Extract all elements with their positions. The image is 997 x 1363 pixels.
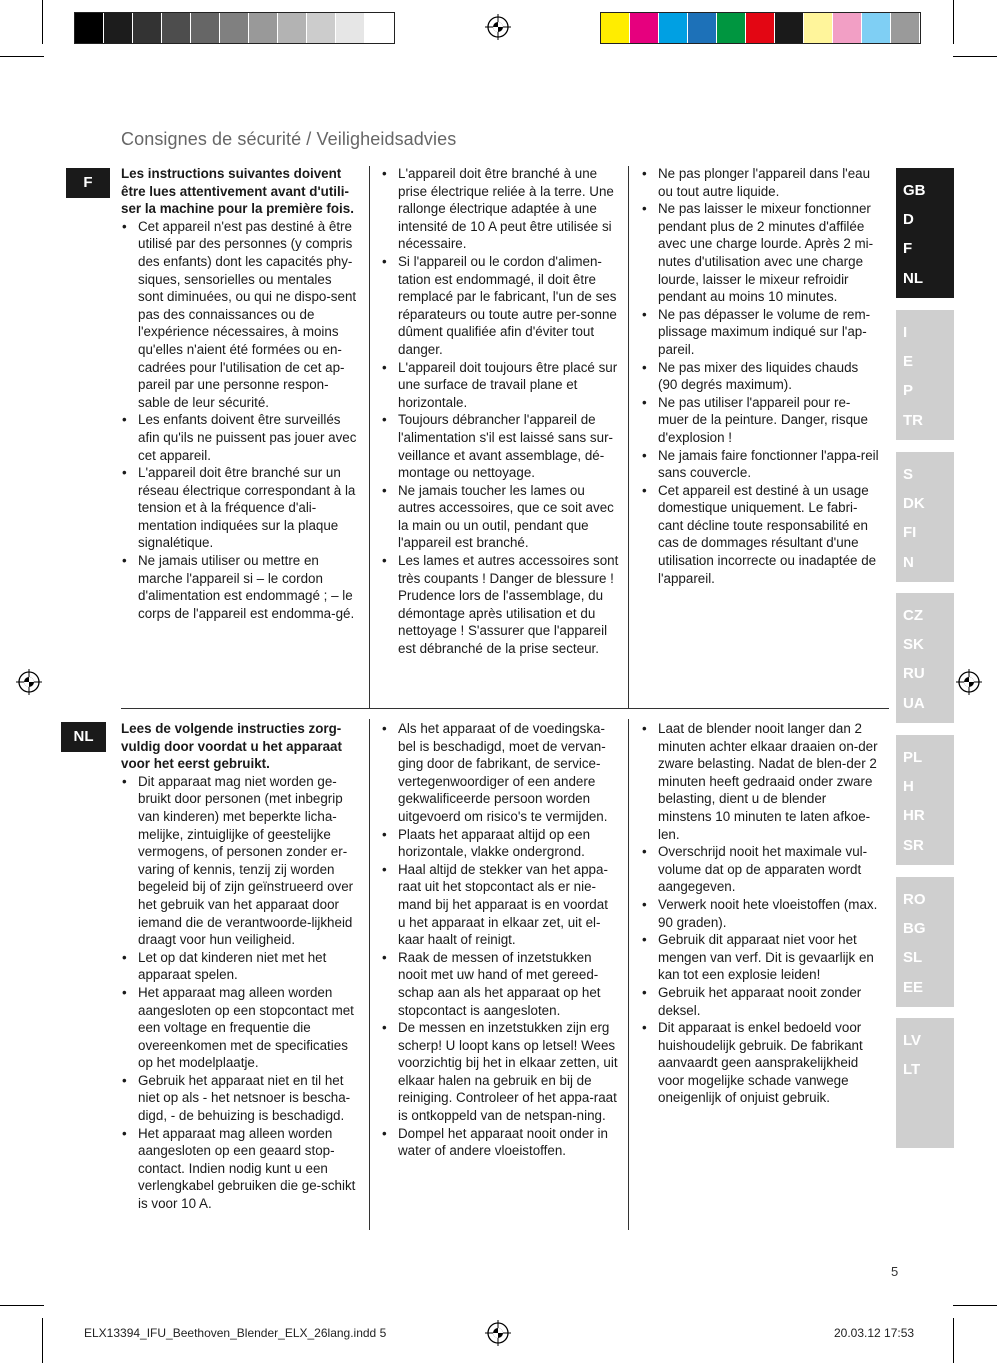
footer-date: 20.03.12 17:53 — [834, 1326, 915, 1340]
list-item: • Si l'appareil ou le cordon d'alimen-tation est endommagé, il doit être remplacé par le fabricant, l'un de ses réparateurs ou toute autre per-sonne dûment qualifiée afin d'éviter tout danger. — [381, 253, 619, 359]
color-swatch — [75, 13, 104, 43]
crop-mark — [42, 1318, 43, 1363]
side-tab-label: E — [903, 353, 914, 371]
side-tab-label: TR — [903, 411, 923, 429]
list-item: • Gebruik dit apparaat niet voor het mengen van verf. Dit is gevaarlijk en kan tot een explosie leiden! — [641, 931, 879, 984]
color-swatch — [717, 13, 746, 43]
color-swatch — [220, 13, 249, 43]
list-item: • Gebruik het apparaat niet en til het niet op als - het netsnoer is bescha-digd, - de behuizing is beschadigd. — [121, 1072, 357, 1125]
side-tab-label: UA — [903, 694, 925, 712]
color-swatch — [191, 13, 220, 43]
crop-mark — [42, 0, 43, 44]
side-tab-label: SL — [903, 949, 923, 967]
section-divider — [121, 708, 889, 709]
column-divider — [369, 719, 370, 1230]
side-tab-label: BG — [903, 920, 926, 938]
registration-mark-icon — [956, 669, 982, 695]
side-tab-label: FI — [903, 524, 917, 542]
list-item: • L'appareil doit être branché sur un réseau électrique correspondant à la tension et à la fréquence d'ali-mentation indiquées sur la plaque signalétique. — [121, 464, 357, 552]
list-item: • Gebruik het apparaat nooit zonder deksel. — [641, 984, 879, 1019]
color-swatch — [601, 13, 630, 43]
color-swatch — [249, 13, 278, 43]
side-tab-label: CZ — [903, 607, 923, 624]
language-badge-nl: NL — [61, 722, 106, 752]
side-tab-label: LT — [903, 1061, 921, 1079]
color-swatch — [688, 13, 717, 43]
side-tab-label: NL — [903, 269, 923, 287]
list-item: • Cet appareil n'est pas destiné à être utilisé par des personnes (y compris des enfants) dont les capacités phy-siques, sensorielles ou mentales sont diminuées, ou qui ne dispo-sent pas des connaissances ou de l'expérience nécessaires, à moins qu'elles n'aient été formées ou en-cadrées pour l'utilisation de cet ap-pareil par une personne respon-sable de leur sécurité. — [121, 218, 357, 412]
list-item: • Laat de blender nooit langer dan 2 minuten achter elkaar draaien on-der zware belasting. Nadat de blen-der 2 minuten heeft gedraaid onder zware belasting, dient u de blender minstens 10 minuten te laten afkoe-len. — [641, 720, 879, 843]
side-tab-label: S — [903, 466, 914, 483]
grayscale-color-bar — [74, 12, 395, 44]
process-color-bar — [600, 12, 921, 44]
list-item: • Het apparaat mag alleen worden aangesloten op een stopcontact met een voltage en frequentie die overeenkomen met de specificaties op het modelplaatje. — [121, 984, 357, 1072]
fr-list-2 — [381, 165, 619, 658]
fr-column-1 — [121, 165, 357, 622]
list-item: • Overschrijd nooit het maximale vul-volume dat op de apparaten wordt aangegeven. — [641, 843, 879, 896]
side-tab-label: SR — [903, 836, 924, 854]
nl-list-2 — [381, 720, 619, 1160]
side-tab-label: DK — [903, 495, 925, 513]
footer-file-name: ELX13394_IFU_Beethoven_Blender_ELX_26lang.indd 5 — [84, 1326, 387, 1340]
color-swatch — [862, 13, 891, 43]
list-item: • Dompel het apparaat nooit onder in water of andere vloeistoffen. — [381, 1125, 619, 1160]
side-tab-label: PL — [903, 749, 923, 766]
crop-mark — [0, 56, 44, 57]
list-item: • Ne pas plonger l'appareil dans l'eau ou tout autre liquide. — [641, 165, 879, 200]
list-item: • Verwerk nooit hete vloeistoffen (max. 90 graden). — [641, 896, 879, 931]
nl-column-3 — [641, 720, 879, 1107]
color-swatch — [659, 13, 688, 43]
side-tab-label: EE — [903, 978, 924, 996]
list-item: • Ne jamais toucher les lames ou autres accessoires, que ce soit avec la main ou un outil, pendant que l'appareil est branché. — [381, 482, 619, 552]
list-item: • Ne pas dépasser le volume de rem-plissage maximum indiqué sur l'ap-pareil. — [641, 306, 879, 359]
side-tab-label: RU — [903, 665, 925, 683]
list-item: • Cet appareil est destiné à un usage domestique uniquement. Le fabri-cant décline toute responsabilité en cas de dommages résultant d'une utilisation incorrecte ou inadaptée de l'appareil. — [641, 482, 879, 588]
side-tab-label: I — [903, 324, 908, 341]
nl-column-2 — [381, 720, 619, 1160]
color-swatch — [775, 13, 804, 43]
list-item: • Dit apparaat mag niet worden ge-bruikt door personen (met inbegrip van kinderen) met beperkte licha-melijke, zintuiglijke of geestelijke vermogens, of personen zonder er-varing of kennis, tenzij zij worden begeleid bij of zijn geïnstrueerd over het gebruik van het apparaat door iemand die de verantwoorde-lijkheid draagt voor hun veiligheid. — [121, 773, 357, 949]
side-tab-label: RO — [903, 891, 926, 908]
list-item: • De messen en inzetstukken zijn erg scherp! U loopt kans op letsel! Wees voorzichtig bij het in elkaar zetten, uit elkaar halen na gebruik en bij de reiniging. Controleer of het appa-raat is ontkoppeld van de netspan-ning. — [381, 1019, 619, 1125]
crop-mark — [0, 1305, 44, 1306]
column-divider — [369, 166, 370, 708]
list-item: • Les lames et autres accessoires sont très coupants ! Danger de blessure ! Prudence lors de l'assemblage, du démontage après utilisation et du nettoyage ! S'assurer que l'appareil est débranché de la prise secteur. — [381, 552, 619, 658]
registration-mark-icon — [485, 1320, 511, 1346]
fr-intro: Les instructions suivantes doivent être lues attentivement avant d'utili-ser la machine pour la première fois. — [121, 166, 354, 217]
side-tab-label: D — [903, 211, 914, 229]
list-item: • Het apparaat mag alleen worden aangesloten op een geaard stop-contact. Indien nodig kunt u een verlengkabel gebruiken die ge-schikt is voor 10 A. — [121, 1125, 357, 1213]
list-item: • Ne pas mixer des liquides chauds (90 degrés maximum). — [641, 359, 879, 394]
fr-column-2 — [381, 165, 619, 658]
side-tab-label: SK — [903, 636, 924, 654]
nl-intro: Lees de volgende instructies zorg-vuldig door voordat u het apparaat voor het eerst gebruikt. — [121, 721, 342, 772]
nl-list-3 — [641, 720, 879, 1107]
list-item: • Let op dat kinderen niet met het apparaat spelen. — [121, 949, 357, 984]
color-swatch — [365, 13, 394, 43]
registration-mark-icon — [485, 14, 511, 40]
side-tab-group[interactable] — [896, 593, 954, 723]
list-item: • Ne jamais utiliser ou mettre en marche l'appareil si – le cordon d'alimentation est endommagé ; – le corps de l'appareil est endomma-gé. — [121, 552, 357, 622]
color-swatch — [630, 13, 659, 43]
side-tab-group[interactable] — [896, 735, 954, 865]
column-divider — [628, 166, 629, 708]
list-item: • Als het apparaat of de voedingska-bel is beschadigd, moet de vervan-ging door de fabrikant, de service-vertegenwoordiger of een andere gekwalificeerde persoon worden uitgevoerd om risico's te vermijden. — [381, 720, 619, 826]
crop-mark — [953, 56, 997, 57]
color-swatch — [336, 13, 365, 43]
language-badge-fr: F — [66, 168, 110, 198]
nl-column-1 — [121, 720, 357, 1213]
crop-mark — [953, 1318, 954, 1363]
color-swatch — [746, 13, 775, 43]
list-item: • Haal altijd de stekker van het appa-raat uit het stopcontact als er nie-mand bij het apparaat is en voordat u het apparaat in elkaar zet, uit el-kaar haalt of reinigt. — [381, 861, 619, 949]
list-item: • Les enfants doivent être surveillés afin qu'ils ne puissent pas jouer avec cet appareil. — [121, 411, 357, 464]
column-divider — [628, 719, 629, 1230]
list-item: • Plaats het apparaat altijd op een horizontale, vlakke ondergrond. — [381, 826, 619, 861]
page-number: 5 — [891, 1264, 899, 1279]
list-item: • Toujours débrancher l'appareil de l'alimentation s'il est laissé sans sur-veillance et avant assemblage, dé-montage ou nettoyage. — [381, 411, 619, 481]
list-item: • Ne pas laisser le mixeur fonctionner pendant plus de 2 minutes d'affilée avec une charge lourde. Après 2 mi-nutes d'utilisation avec une charge lourde, laisser le mixeur refroidir pendant au moins 10 minutes. — [641, 200, 879, 306]
side-tab-group[interactable] — [896, 877, 954, 1007]
side-tab-label: HR — [903, 807, 925, 825]
color-swatch — [307, 13, 336, 43]
color-swatch — [162, 13, 191, 43]
side-tab-label: F — [903, 240, 913, 258]
color-swatch — [891, 13, 920, 43]
side-tab-group[interactable] — [896, 1018, 954, 1148]
color-swatch — [104, 13, 133, 43]
list-item: • Raak de messen of inzetstukken nooit met uw hand of met gereed-schap aan als het apparaat op het stopcontact is aangesloten. — [381, 949, 619, 1019]
color-swatch — [804, 13, 833, 43]
color-swatch — [133, 13, 162, 43]
page-title: Consignes de sécurité / Veiligheidsadvies — [121, 129, 457, 149]
list-item: • L'appareil doit toujours être placé sur une surface de travail plane et horizontale. — [381, 359, 619, 412]
list-item: • Dit apparaat is enkel bedoeld voor huishoudelijk gebruik. De fabrikant aanvaardt geen aansprakelijkheid voor mogelijke schade vanwege oneigenlijk of onjuist gebruik. — [641, 1019, 879, 1107]
side-tab-label: P — [903, 382, 914, 400]
side-tab-label: H — [903, 778, 914, 796]
side-tab-label: LV — [903, 1032, 922, 1049]
side-tab-group[interactable] — [896, 310, 954, 440]
crop-mark — [953, 1305, 997, 1306]
color-swatch — [833, 13, 862, 43]
side-tab-group[interactable] — [896, 452, 954, 582]
color-swatch — [278, 13, 307, 43]
list-item: • Ne pas utiliser l'appareil pour re-muer de la peinture. Danger, risque d'explosion ! — [641, 394, 879, 447]
nl-list-1 — [121, 773, 357, 1213]
fr-list-1 — [121, 218, 357, 623]
fr-column-3 — [641, 165, 879, 587]
registration-mark-icon — [16, 669, 42, 695]
list-item: • Ne jamais faire fonctionner l'appa-reil sans couvercle. — [641, 447, 879, 482]
list-item: • L'appareil doit être branché à une prise électrique reliée à la terre. Une rallonge électrique adaptée à une intensité de 10 A peut être utilisée si nécessaire. — [381, 165, 619, 253]
crop-mark — [953, 0, 954, 44]
side-tab-label: N — [903, 553, 914, 571]
side-tab-label: GB — [903, 182, 926, 199]
fr-list-3 — [641, 165, 879, 587]
side-tab-group-active[interactable] — [896, 168, 954, 298]
